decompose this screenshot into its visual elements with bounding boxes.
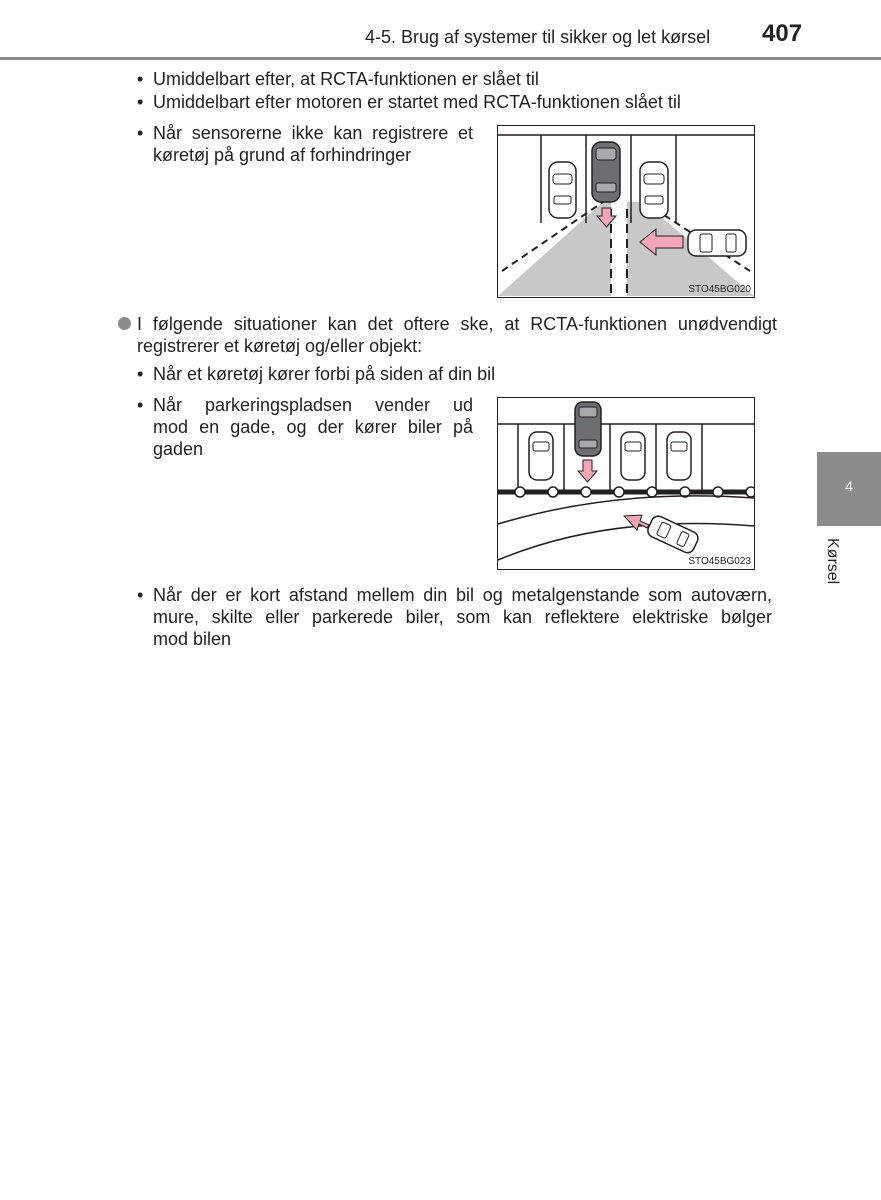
road-edge-upper (498, 496, 754, 524)
figure-obstructed-sensors (497, 125, 755, 298)
figure-street-facing-parking (497, 397, 755, 570)
chapter-number: 4 (845, 478, 853, 494)
bullet-marker: • (137, 92, 144, 112)
page-number: 407 (762, 20, 803, 47)
bullet-item-metal-line3: mod bilen (153, 629, 232, 649)
bullet-marker: • (137, 395, 144, 415)
header-divider (0, 57, 881, 60)
approaching-car (688, 230, 746, 256)
parked-car (529, 432, 553, 480)
bullet-item-metal-line2: mure, skilte eller parkerede biler, som kan reflektere elektriske bølger (153, 607, 772, 627)
figure-code: STO45BG023 (688, 556, 751, 567)
own-car (592, 142, 620, 202)
parked-car (621, 432, 645, 480)
own-car (575, 402, 601, 456)
bullet-item-street-line3: gaden (153, 439, 204, 459)
bullet-item-metal-line1: Når der er kort afstand mellem din bil og metalgenstande som autoværn, (153, 585, 772, 605)
bullet-item-obstacles-line2: køretøj på grund af forhindringer (153, 145, 412, 165)
parked-car (667, 432, 691, 480)
bullet-marker: • (137, 69, 144, 89)
figure-code: STO45BG020 (688, 284, 751, 295)
bullet-item-street-line2: mod en gade, og der kører biler på (153, 417, 473, 437)
bullet-marker: • (137, 123, 144, 143)
bullet-item-engine-start: Umiddelbart efter motoren er startet med RCTA-funktionen slået til (153, 92, 681, 112)
chapter-label-text: Kørsel (824, 538, 841, 585)
bullet-item-obstacles-line1: Når sensorerne ikke kan registrere et (153, 123, 473, 143)
section-intro-line2: registrerer et køretøj og/eller objekt: (137, 336, 423, 356)
figure-obstructed-sensors-illustration (498, 126, 754, 297)
parked-car-right (640, 162, 668, 218)
section-intro-line1: I følgende situationer kan det oftere ske, at RCTA-funktionen unødvendigt (137, 314, 777, 334)
bullet-item-rcta-on: Umiddelbart efter, at RCTA-funktionen er slået til (153, 69, 539, 89)
passing-car (646, 514, 701, 555)
section-bullet-icon (118, 317, 131, 330)
reverse-arrow-icon (578, 460, 597, 482)
parked-car-left (549, 162, 576, 218)
road-edge-lower (498, 524, 754, 560)
chapter-tab[interactable] (817, 452, 881, 526)
bullet-item-street-line1: Når parkeringspladsen vender ud (153, 395, 473, 415)
chapter-label (822, 538, 842, 598)
bullet-marker: • (137, 364, 144, 384)
section-title: 4-5. Brug af systemer til sikker og let kørsel (365, 27, 711, 47)
bullet-item-passing-vehicle: Når et køretøj kører forbi på siden af din bil (153, 364, 496, 384)
bullet-marker: • (137, 585, 144, 605)
figure-street-facing-parking-illustration (498, 398, 754, 569)
